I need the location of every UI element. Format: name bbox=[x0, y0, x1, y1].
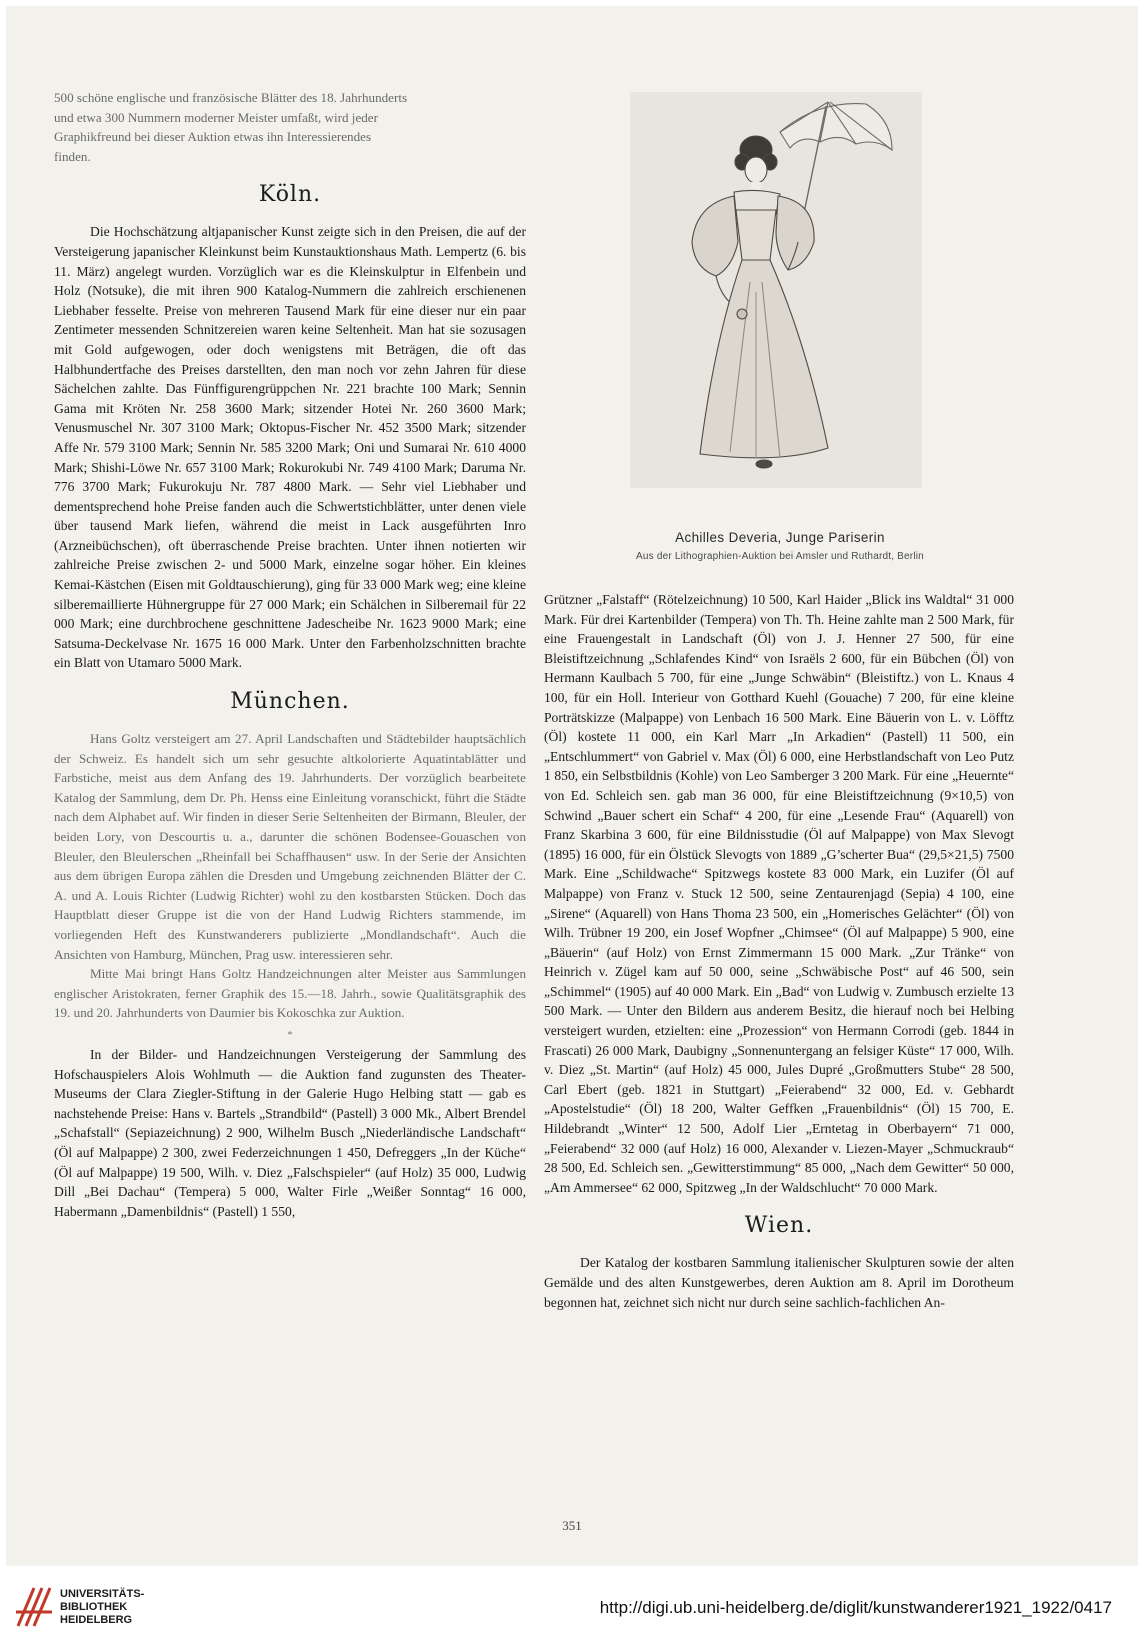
library-name-line: BIBLIOTHEK bbox=[60, 1601, 128, 1613]
library-name-line: HEIDELBERG bbox=[60, 1614, 133, 1626]
goltz-paragraph: Hans Goltz versteigert am 27. April Landschaften und Städtebilder hauptsächlich der Schweiz. Es handelt sich um sehr gesuchte altkolorierte Aquatintablätter und Farbstiche, meist aus dem Anfang des 19. Jahrhunderts. Der vorzüglich bearbeitete Katalog der Sammlung, dem Dr. Ph. Henss eine Einleitung voranschickt, führt die Städte nach dem Alphabet auf. Wir finden in dieser Serie Seltenheiten der Birmann, Bleuler, der beiden Lory, von Descourtis u. a., darunter die schönen Bodensee-Gouaschen von Bleuler, den Bleulerschen „Rheinfall bei Schaffhausen“ usw. In der Serie der Ansichten aus dem übrigen Europa zählen die Dresden und Umgebung zeichnenden Blätter der C. A. und A. Louis Richter (Ludwig Richter) wohl zu den kostbarsten Stücken. Doch das Hauptblatt dieser Gruppe ist die von der Hand Ludwig Richters stammende, im vorliegenden Heft des Kunstwanderers publizierte „Mondlandschaft“. Auch die Ansichten von Hamburg, München, Prag usw. interessieren sehr. bbox=[54, 731, 526, 962]
figure-caption-title: Achilles Deveria, Junge Pariserin bbox=[675, 530, 885, 545]
helbing-continued-paragraph: Grützner „Falstaff“ (Rötelzeichnung) 10 500, Karl Haider „Blick ins Waldtal“ 31 000 Mark. Für drei Kartenbilder (Tempera) von Th. Th. Heine zahlte man 2 500 Mark, für eine Frauengestalt in Landschaft (Öl) von J. J. Henner 27 500, für eine Bleistiftzeichnung „Schlafendes Kind“ von Israëls 2 600, für ein Bübchen (Öl) von Hermann Kaulbach 5 700, für eine „Junge Schwäbin“ (Bleistiftz.) von L. Knaus 4 100, für ein Holl. Interieur von Gotthard Kuehl (Gouache) 7 200, für eine kleine Porträtskizze (Malpappe) von Lenbach 16 500 Mark. Eine Bäuerin von L. v. Löfftz (Öl) kostete 11 000, ein Karl Marr „In Arkadien“ (Pastell) 11 500, ein „Entschlummert“ von Gabriel v. Max (Öl) 6 000, eine Herbstlandschaft von Leo Putz 1 850, ein Selbstbildnis (Kohle) von Leo Samberger 3 200 Mark. Für eine „Heuernte“ von Ed. Schleich sen. gab man 36 000, für eine Bleistiftzeichnung (9×10,5) von Schwind „Bauer schert ein Schaf“ 4 200, für eine „Lesende Frau“ (Aquarell) von Franz Skarbina 3 600, für eine Bildnisstudie (Öl auf Malpappe) von Max Slevogt (1895) 16 000, für ein Ölstück Slevogts von 1889 „G’scherter Bua“ (29,5×21,5) 7500 Mark. Eine „Schildwache“ Spitzwegs kostete 83 000 Mark, ein Luzifer (Öl auf Malpappe) von Franz v. Stuck 12 500, seine Zentaurenjagd (Sepia) 4 100, eine „Sirene“ (Aquarell) von Hans Thoma 23 500, ein „Homerisches Gelächter“ (Öl) von Wilh. Trübner 19 200, ein Josef Wopfner „Chimsee“ (Öl auf Malpappe) 5 900, eine „Bäuerin“ (auf Holz) von Ernst Zimmermann 15 000 Mark. „Zur Tränke“ von Heinrich v. Zügel kam auf 50 000, seine „Schwäbische Post“ auf 46 500, sein „Schimmel“ (1905) auf 40 000 Mark. Ein „Bad“ von Ludwig v. Zumbusch erzielte 13 500 Mark. — Unter den Bildern aus anderem Besitz, die hierauf noch bei Helbing versteigert wurden, etzielten: eine „Prozession“ von Hermann Corrodi (geb. 1844 in Frascati) 26 000 Mark, Daubigny „Sonnenuntergang an felsiger Küste“ 17 000, Wilh. v. Diez „St. Martin“ (auf Holz) 45 000, Jules Dupré „Großmutters Stube“ 28 500, Carl Ebert (geb. 1821 in Stuttgart) „Feierabend“ 32 000, Ed. v. Gebhardt „Apostelstudie“ (Öl) 18 200, Walter Geffken „Frauenbildnis“ (Öl) 15 700, E. Hildebrandt „Winter“ 12 500, Adolf Lier „Erntetag in Oberbayern“ 71 000, „Feierabend“ 32 000 (auf Holz) 16 000, Alexander v. Liezen-Mayer „Schmuckraub“ 28 500, Ed. Schleich sen. „Gewitterstimmung“ 85 000, „Nach dem Gewitter“ 50 000, „Am Ammersee“ 62 000, Spitzweg „In der Waldschlucht“ 70 000 Mark. bbox=[544, 592, 1014, 1195]
figure-caption-source: Aus der Lithographien-Auktion bei Amsler und Ruthardt, Berlin bbox=[636, 551, 924, 562]
koeln-heading: Köln. bbox=[258, 182, 322, 208]
left-column bbox=[54, 88, 526, 1221]
lithograph-illustration bbox=[630, 92, 922, 488]
scanned-page bbox=[6, 6, 1138, 1566]
intro-line: finden. bbox=[54, 148, 91, 164]
goltz-paragraph-2: Mitte Mai bringt Hans Goltz Handzeichnungen alter Meister aus Sammlungen englischer Aristokraten, ferner Graphik des 15.—18. Jahrh., sowie Qualitätsgraphik des 19. und 20. Jahrhunderts von Daumier bis Kokoschka zur Auktion. bbox=[54, 966, 526, 1021]
koeln-paragraph: Die Hochschätzung altjapanischer Kunst zeigte sich in den Preisen, die auf der Versteigerung japanischer Kleinkunst beim Kunstauktionshaus Math. Lempertz (6. bis 11. März) angelegt wurden. Vorzüglich war es die Kleinskulptur in Elfenbein und Holz (Notsuke), die mit ihren 900 Katalog-Nummern die zahlreich erschienenen Liebhaber fesselte. Preise von mehreren Tausend Mark für eine dieser nur ein paar Zentimeter messenden Schnitzereien waren keine Seltenheit. Man hat sie sozusagen mit Gold aufgewogen, oder doch wenigstens mit Beträgen, die oft das Halbhundertfache des Preises darstellten, den man noch vor zehn Jahren für diese Sächelchen zahlte. Das Fünffigurengrüppchen Nr. 221 brachte 100 Mark; Sennin Gama mit Kröten Nr. 258 3600 Mark; sitzender Hotei Nr. 260 3600 Mark; Venusmuschel Nr. 307 3100 Mark; Oktopus-Fischer Nr. 452 3500 Mark; sitzender Affe Nr. 579 3100 Mark; Sennin Nr. 585 3200 Mark; Oni und Sumarai Nr. 610 4000 Mark; Shishi-Löwe Nr. 657 3100 Mark; Rokurokubi Nr. 749 4100 Mark; Daruma Nr. 776 3700 Mark; Fukurokuju Nr. 787 4800 Mark. — Sehr viel Liebhaber und dementsprechend hohe Preise fanden auch die Schwertstichblätter, unter denen viele über tausend Mark liefen, während die meist in Lack ausgeführten Inro (Arzneibüchschen), oft überraschende Preise brachten. Unter ihnen notierten wir zahlreiche Preise zwischen 2- und 5000 Mark, einzelne sogar höher. Ein kleines Kemai-Kästchen (Eisen mit Goldtauschierung), ging für 33 000 Mark weg; eine kleine silberemaillierte Hühnergruppe für 27 000 Mark; ein Schälchen in Silberemail für 22 000 Mark; eine durchbrochene geschnittene Jadescheibe Nr. 1623 9000 Mark; eine Satsuma-Deckelvase Nr. 1675 16 000 Mark. Unter den Farbenholzschnitten brachte ein Blatt von Utamaro 5000 Mark. bbox=[54, 224, 526, 671]
page-number: 351 bbox=[562, 1518, 582, 1533]
helbing-paragraph: In der Bilder- und Handzeichnungen Versteigerung der Sammlung des Hofschauspielers Alois Wohlmuth — die Auktion fand zugunsten des Theater-Museums der Clara Ziegler-Stiftung in der Galerie Hugo Helbing statt — gab es nachstehende Preise: Hans v. Bartels „Strandbild“ (Pastell) 3 000 Mk., Albert Brendel „Schafstall“ (Sepiazeichnung) 2 900, Wilhelm Busch „Niederländische Landschaft“ (Öl auf Malpappe) 2 300, zwei Federzeichnungen 1 450, Defreggers „In der Küche“ (Öl auf Malpappe) 19 500, Wilh. v. Diez „Falschspieler“ (auf Holz) 35 000, Ludwig Dill „Bei Dachau“ (Tempera) 5 000, Walter Firle „Weißer Sonntag“ 16 000, Habermann „Damenbildnis“ (Pastell) 1 550, bbox=[54, 1046, 526, 1219]
wien-paragraph: Der Katalog der kostbaren Sammlung italienischer Skulpturen sowie der alten Gemälde und des alten Kunstgewerbes, deren Auktion am 8. April im Dorotheum begonnen hat, zeichnet sich nicht nur durch seine sachlich-fachlichen An- bbox=[544, 1255, 1014, 1310]
right-column bbox=[544, 590, 1014, 1312]
ub-heidelberg-logo-icon[interactable] bbox=[12, 1582, 56, 1632]
wien-heading: Wien. bbox=[744, 1213, 814, 1239]
library-name-line: UNIVERSITÄTS- bbox=[60, 1588, 145, 1600]
digitization-footer bbox=[0, 1566, 1146, 1652]
intro-line: und etwa 300 Nummern moderner Meister umfaßt, wird jeder bbox=[54, 109, 378, 125]
library-name bbox=[60, 1588, 144, 1627]
young-parisian-woman-drawing bbox=[630, 92, 922, 488]
muenchen-heading: München. bbox=[230, 689, 350, 715]
source-url-link[interactable]: http://digi.ub.uni-heidelberg.de/diglit/kunstwanderer1921_1922/0417 bbox=[599, 1598, 1112, 1617]
intro-line: Graphikfreund bei dieser Auktion etwas ihn Interessierendes bbox=[54, 129, 372, 145]
section-separator: * bbox=[287, 1029, 293, 1041]
intro-line: 500 schöne englische und französische Blätter des 18. Jahrhunderts bbox=[54, 90, 408, 105]
